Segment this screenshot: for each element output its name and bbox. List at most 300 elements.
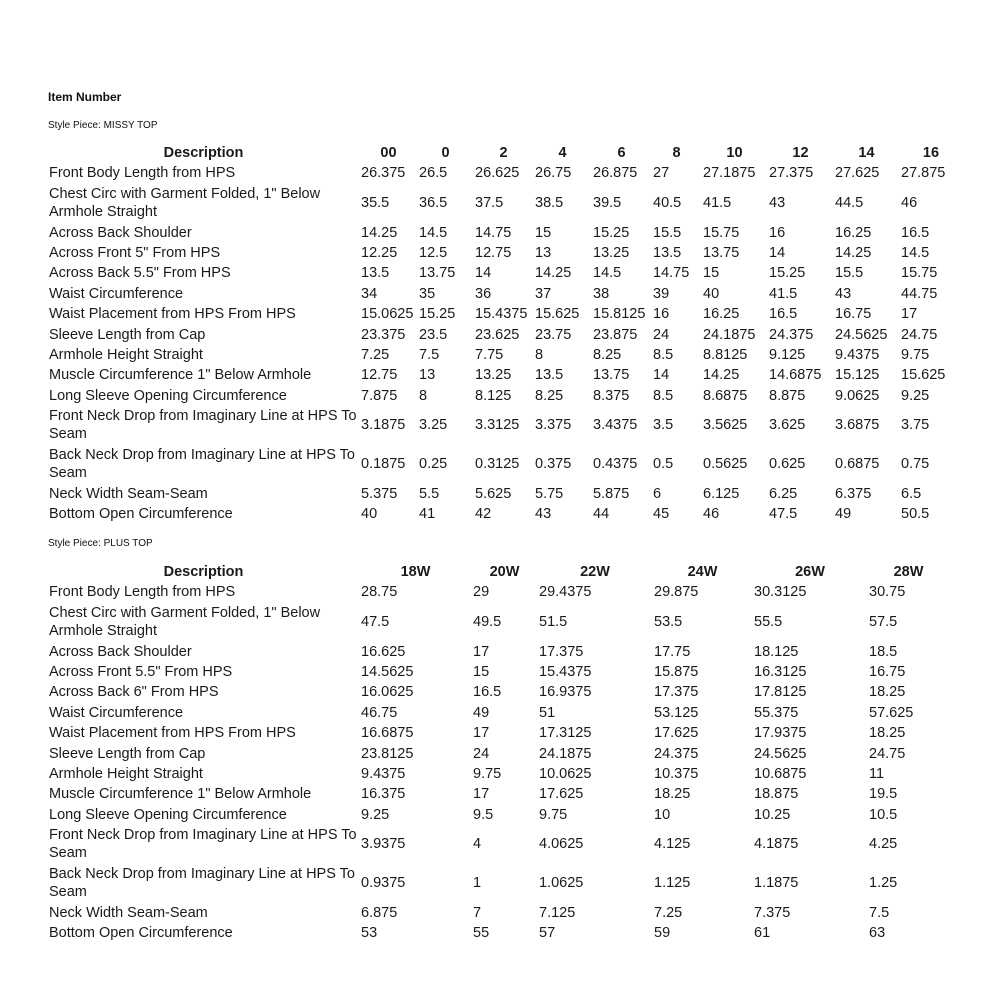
measurement-value: 30.3125: [754, 584, 807, 601]
measurement-value: 6.125: [703, 486, 740, 503]
size-header: 24W: [687, 564, 718, 580]
measurement-label: Sleeve Length from Cap: [49, 745, 206, 762]
measurement-value: 15.25: [419, 306, 456, 323]
description-header: Description: [163, 564, 244, 580]
measurement-value: 10.375: [654, 765, 699, 782]
measurement-value: 27.1875: [703, 165, 756, 182]
measurement-label: Across Back Shoulder: [49, 224, 192, 241]
measurement-value: 17.8125: [754, 684, 807, 701]
measurement-label: Armhole Height Straight: [49, 765, 203, 782]
measurement-value: 57: [539, 925, 556, 942]
size-header: 8: [672, 145, 681, 161]
measurement-value: 63: [869, 925, 886, 942]
measurement-value: 0.5625: [703, 456, 748, 473]
measurement-value: 17.9375: [754, 725, 807, 742]
measurement-value: 47.5: [769, 506, 798, 523]
measurement-value: 26.75: [535, 165, 572, 182]
size-header: 10: [726, 145, 743, 161]
measurement-value: 15.4375: [475, 306, 528, 323]
measurement-value: 12.75: [361, 367, 398, 384]
measurement-value: 7.875: [361, 387, 398, 404]
measurement-value: 40: [361, 506, 378, 523]
measurement-value: 24.1875: [539, 745, 592, 762]
measurement-value: 46.75: [361, 704, 398, 721]
table-row: [46, 304, 961, 324]
measurement-value: 7.375: [754, 905, 791, 922]
table-row: [46, 682, 948, 702]
measurement-value: 9.75: [901, 346, 930, 363]
measurement-value: 16.5: [901, 224, 930, 241]
measurement-value: 41.5: [703, 194, 732, 211]
measurement-value: 13.75: [419, 265, 456, 282]
measurement-value: 24.5625: [754, 745, 807, 762]
measurement-value: 35: [419, 285, 436, 302]
measurement-value: 3.6875: [835, 417, 880, 434]
measurement-label: Across Front 5.5" From HPS: [49, 663, 233, 680]
measurement-value: 9.25: [361, 806, 390, 823]
measurement-value: 24.75: [901, 326, 938, 343]
size-header: 6: [617, 145, 626, 161]
size-header: 16: [922, 145, 940, 161]
table-row: [46, 365, 961, 385]
measurement-value: 23.625: [475, 326, 520, 343]
measurement-value: 23.375: [361, 326, 406, 343]
measurement-label: Across Back Shoulder: [49, 643, 192, 660]
measurement-value: 15.5: [653, 224, 682, 241]
measurement-value: 8.6875: [703, 387, 748, 404]
measurement-value: 3.75: [901, 417, 930, 434]
measurement-value: 0.1875: [361, 456, 406, 473]
measurement-value: 17: [473, 725, 490, 742]
measurement-value: 44.5: [835, 194, 864, 211]
measurement-value: 16.25: [835, 224, 872, 241]
measurement-value: 24: [473, 745, 490, 762]
measurement-value: 7.25: [654, 905, 683, 922]
measurement-value: 36: [475, 285, 492, 302]
measurement-value: 15.4375: [539, 663, 592, 680]
measurement-value: 41.5: [769, 285, 798, 302]
measurement-value: 26.875: [593, 165, 638, 182]
measurement-value: 12.25: [361, 244, 398, 261]
measurement-value: 29: [473, 584, 490, 601]
measurement-value: 8.8125: [703, 346, 748, 363]
measurement-value: 14.25: [535, 265, 572, 282]
measurement-value: 16.25: [703, 306, 740, 323]
measurement-label: Waist Circumference: [49, 704, 184, 721]
measurement-value: 27.375: [769, 165, 814, 182]
measurement-value: 8.875: [769, 387, 806, 404]
measurement-value: 8.25: [535, 387, 564, 404]
measurement-value: 47.5: [361, 613, 390, 630]
measurement-value: 9.25: [901, 387, 930, 404]
measurement-value: 24.375: [654, 745, 699, 762]
measurement-label: Long Sleeve Opening Circumference: [49, 806, 287, 823]
measurement-value: 15.8125: [593, 306, 646, 323]
measurement-value: 24: [653, 326, 670, 343]
measurement-value: 5.875: [593, 486, 630, 503]
measurement-label: Waist Placement from HPS From HPS: [49, 725, 296, 742]
measurement-value: 15.5: [835, 265, 864, 282]
measurement-value: 1.0625: [539, 875, 584, 892]
measurement-value: 0.625: [769, 456, 806, 473]
size-header: 0: [441, 145, 450, 161]
measurement-value: 13.25: [475, 367, 512, 384]
measurement-value: 14.5: [901, 244, 930, 261]
measurement-value: 39.5: [593, 194, 622, 211]
measurement-value: 39: [653, 285, 670, 302]
table-row: [46, 484, 961, 504]
measurement-value: 8.5: [653, 346, 674, 363]
measurement-value: 3.1875: [361, 417, 406, 434]
size-header: 18W: [400, 564, 431, 580]
measurement-value: 24.1875: [703, 326, 756, 343]
table-row: [46, 324, 961, 344]
measurement-value: 49: [473, 704, 490, 721]
measurement-value: 9.5: [473, 806, 494, 823]
measurement-value: 38: [593, 285, 610, 302]
measurement-value: 15.75: [703, 224, 740, 241]
measurement-value: 13.5: [653, 244, 682, 261]
measurement-value: 55.5: [754, 613, 783, 630]
table-row: [46, 764, 948, 784]
measurement-value: 7.5: [419, 346, 440, 363]
table-row: [46, 183, 961, 222]
measurement-value: 11: [869, 765, 885, 782]
table-row: [46, 703, 948, 723]
size-header: 00: [380, 145, 397, 161]
measurement-value: 17.375: [539, 643, 584, 660]
measurement-value: 7.75: [475, 346, 504, 363]
plus-style-label: Style Piece: PLUS TOP: [48, 538, 153, 549]
measurement-value: 0.3125: [475, 456, 520, 473]
measurement-value: 24.5625: [835, 326, 888, 343]
measurement-value: 0.4375: [593, 456, 638, 473]
measurement-value: 9.4375: [835, 346, 880, 363]
measurement-label: Back Neck Drop from Imaginary Line at HPS To Seam: [49, 447, 355, 482]
measurement-value: 16.5: [473, 684, 502, 701]
measurement-value: 14.75: [653, 265, 690, 282]
measurement-value: 15.625: [901, 367, 946, 384]
size-header: 20W: [489, 564, 520, 580]
measurement-value: 14.25: [703, 367, 740, 384]
measurement-value: 0.25: [419, 456, 448, 473]
measurement-value: 7: [473, 905, 482, 922]
measurement-label: Neck Width Seam-Seam: [49, 486, 208, 503]
table-row: [46, 582, 948, 602]
table-row: [46, 825, 948, 864]
measurement-value: 4.0625: [539, 836, 584, 853]
measurement-value: 24.375: [769, 326, 814, 343]
measurement-value: 38.5: [535, 194, 564, 211]
table-row: [46, 662, 948, 682]
measurement-value: 3.625: [769, 417, 806, 434]
measurement-value: 10.0625: [539, 765, 592, 782]
measurement-value: 5.5: [419, 486, 440, 503]
measurement-value: 41: [419, 506, 436, 523]
measurement-value: 3.25: [419, 417, 448, 434]
measurement-value: 12.75: [475, 244, 512, 261]
measurement-value: 14.25: [361, 224, 398, 241]
measurement-value: 4.1875: [754, 836, 799, 853]
measurement-label: Front Body Length from HPS: [49, 165, 236, 182]
table-row: [46, 923, 948, 943]
measurement-label: Front Neck Drop from Imaginary Line at HPS To Seam: [49, 827, 357, 862]
measurement-value: 17.375: [654, 684, 699, 701]
measurement-value: 18.125: [754, 643, 799, 660]
measurement-value: 15.25: [593, 224, 630, 241]
measurement-value: 43: [769, 194, 786, 211]
measurement-value: 13.5: [535, 367, 564, 384]
measurement-label: Muscle Circumference 1" Below Armhole: [49, 786, 312, 803]
measurement-value: 12.5: [419, 244, 448, 261]
measurement-value: 9.0625: [835, 387, 880, 404]
measurement-value: 13.25: [593, 244, 630, 261]
description-header: Description: [163, 145, 244, 161]
table-row: [46, 504, 961, 524]
measurement-label: Bottom Open Circumference: [49, 925, 233, 942]
measurement-value: 18.25: [869, 684, 906, 701]
measurement-value: 15.125: [835, 367, 880, 384]
measurement-value: 14.6875: [769, 367, 822, 384]
measurement-value: 43: [535, 506, 552, 523]
measurement-value: 10.5: [869, 806, 898, 823]
measurement-value: 8: [535, 346, 544, 363]
measurement-value: 1.1875: [754, 875, 799, 892]
measurement-value: 18.25: [654, 786, 691, 803]
table-row: [46, 386, 961, 406]
measurement-value: 28.75: [361, 584, 398, 601]
measurement-value: 36.5: [419, 194, 448, 211]
measurement-label: Waist Placement from HPS From HPS: [49, 306, 296, 323]
table-row: [46, 723, 948, 743]
measurement-value: 16.5: [769, 306, 798, 323]
measurement-value: 27.875: [901, 165, 946, 182]
measurement-value: 37.5: [475, 194, 504, 211]
measurement-value: 14.75: [475, 224, 512, 241]
measurement-value: 13: [419, 367, 436, 384]
measurement-value: 8: [419, 387, 428, 404]
table-row: [46, 243, 961, 263]
size-header: 26W: [795, 564, 825, 580]
table-row: [46, 864, 948, 903]
measurement-value: 35.5: [361, 194, 390, 211]
measurement-value: 18.875: [754, 786, 799, 803]
measurement-value: 17.75: [654, 643, 691, 660]
table-row: [46, 345, 961, 365]
measurement-value: 61: [754, 925, 771, 942]
measurement-value: 0.75: [901, 456, 930, 473]
table-row: [46, 445, 961, 484]
measurement-value: 14.5625: [361, 663, 414, 680]
measurement-value: 3.375: [535, 417, 572, 434]
measurement-label: Front Neck Drop from Imaginary Line at HPS To Seam: [49, 408, 357, 443]
measurement-value: 14: [653, 367, 670, 384]
measurement-value: 14.5: [419, 224, 448, 241]
table-row: [46, 903, 948, 923]
measurement-value: 6.5: [901, 486, 922, 503]
missy-style-label: Style Piece: MISSY TOP: [48, 120, 158, 131]
measurement-value: 42: [475, 506, 492, 523]
measurement-value: 3.5: [653, 417, 674, 434]
measurement-value: 16.375: [361, 786, 406, 803]
measurement-value: 6.375: [835, 486, 872, 503]
measurement-value: 16.3125: [754, 663, 807, 680]
measurement-value: 3.9375: [361, 836, 406, 853]
table-row: [46, 263, 961, 283]
measurement-label: Bottom Open Circumference: [49, 506, 233, 523]
table-row: [46, 222, 961, 242]
size-header: 12: [792, 145, 809, 161]
measurement-value: 14.25: [835, 244, 872, 261]
measurement-value: 13.75: [593, 367, 630, 384]
measurement-value: 55.375: [754, 704, 799, 721]
measurement-value: 15.25: [769, 265, 806, 282]
measurement-value: 8.25: [593, 346, 622, 363]
measurement-value: 3.5625: [703, 417, 748, 434]
item-number-heading: Item Number: [48, 90, 122, 104]
measurement-value: 13: [535, 244, 552, 261]
measurement-value: 6.25: [769, 486, 798, 503]
measurement-value: 51.5: [539, 613, 568, 630]
measurement-value: 46: [901, 194, 918, 211]
measurement-value: 3.4375: [593, 417, 638, 434]
measurement-value: 7.25: [361, 346, 390, 363]
measurement-value: 4.125: [654, 836, 691, 853]
measurement-value: 55: [473, 925, 490, 942]
measurement-value: 24.75: [869, 745, 906, 762]
measurement-value: 40: [703, 285, 720, 302]
measurement-label: Across Front 5" From HPS: [49, 244, 221, 261]
measurement-value: 4.25: [869, 836, 898, 853]
measurement-value: 1.125: [654, 875, 691, 892]
measurement-label: Front Body Length from HPS: [49, 584, 236, 601]
measurement-value: 15: [473, 663, 490, 680]
measurement-value: 15.875: [654, 663, 699, 680]
measurement-value: 3.3125: [475, 417, 520, 434]
measurement-value: 16.75: [869, 663, 906, 680]
measurement-value: 1: [473, 875, 482, 892]
measurement-value: 53: [361, 925, 378, 942]
measurement-label: Armhole Height Straight: [49, 346, 203, 363]
measurement-value: 46: [703, 506, 720, 523]
measurement-value: 5.375: [361, 486, 398, 503]
measurement-value: 26.5: [419, 165, 448, 182]
measurement-value: 17: [473, 643, 490, 660]
measurement-value: 44.75: [901, 285, 938, 302]
measurement-label: Across Back 6" From HPS: [49, 684, 219, 701]
measurement-value: 8.375: [593, 387, 630, 404]
measurement-value: 16.0625: [361, 684, 414, 701]
measurement-value: 17.625: [539, 786, 584, 803]
measurement-value: 26.375: [361, 165, 406, 182]
measurement-label: Across Back 5.5" From HPS: [49, 265, 231, 282]
measurement-value: 17: [473, 786, 490, 803]
measurement-label: Back Neck Drop from Imaginary Line at HPS To Seam: [49, 866, 355, 901]
size-header: 28W: [893, 564, 924, 580]
measurement-value: 17.3125: [539, 725, 592, 742]
table-row: [46, 406, 961, 445]
measurement-value: 16.75: [835, 306, 872, 323]
measurement-value: 15.75: [901, 265, 938, 282]
measurement-value: 15: [703, 265, 720, 282]
measurement-value: 30.75: [869, 584, 906, 601]
measurement-value: 5.75: [535, 486, 564, 503]
measurement-label: Neck Width Seam-Seam: [49, 905, 208, 922]
measurement-value: 57.5: [869, 613, 898, 630]
table-row: [46, 284, 961, 304]
table-row: [46, 743, 948, 763]
measurement-value: 9.75: [539, 806, 568, 823]
measurement-value: 6: [653, 486, 662, 503]
measurement-value: 49: [835, 506, 852, 523]
measurement-label: Chest Circ with Garment Folded, 1" Below Armhole Straight: [49, 185, 321, 220]
measurement-value: 14: [475, 265, 492, 282]
measurement-value: 17.625: [654, 725, 699, 742]
measurement-value: 5.625: [475, 486, 512, 503]
measurement-value: 7.125: [539, 905, 576, 922]
measurement-value: 23.875: [593, 326, 638, 343]
measurement-value: 16.625: [361, 643, 406, 660]
measurement-value: 4: [473, 836, 482, 853]
measurement-value: 8.5: [653, 387, 674, 404]
measurement-value: 0.6875: [835, 456, 880, 473]
measurement-value: 19.5: [869, 786, 898, 803]
measurement-value: 13.5: [361, 265, 390, 282]
measurement-value: 10: [654, 806, 671, 823]
measurement-value: 40.5: [653, 194, 682, 211]
measurement-value: 16.6875: [361, 725, 414, 742]
measurement-value: 57.625: [869, 704, 914, 721]
measurement-value: 49.5: [473, 613, 502, 630]
plus-size-table: [46, 562, 948, 944]
missy-size-table: [46, 143, 961, 525]
measurement-value: 10.25: [754, 806, 791, 823]
measurement-value: 29.4375: [539, 584, 592, 601]
measurement-value: 27.625: [835, 165, 880, 182]
measurement-value: 53.5: [654, 613, 683, 630]
measurement-value: 16: [769, 224, 786, 241]
measurement-value: 0.9375: [361, 875, 406, 892]
measurement-value: 27: [653, 165, 670, 182]
size-header: 22W: [580, 564, 610, 580]
measurement-value: 23.5: [419, 326, 448, 343]
measurement-value: 59: [654, 925, 671, 942]
measurement-value: 9.125: [769, 346, 806, 363]
measurement-value: 0.5: [653, 456, 674, 473]
measurement-value: 8.125: [475, 387, 512, 404]
measurement-value: 6.875: [361, 905, 398, 922]
measurement-label: Waist Circumference: [49, 285, 184, 302]
measurement-value: 15.0625: [361, 306, 414, 323]
measurement-label: Muscle Circumference 1" Below Armhole: [49, 367, 312, 384]
measurement-value: 34: [361, 285, 378, 302]
measurement-value: 23.75: [535, 326, 572, 343]
measurement-value: 7.5: [869, 905, 890, 922]
measurement-value: 23.8125: [361, 745, 414, 762]
measurement-value: 51: [539, 704, 556, 721]
table-row: [46, 602, 948, 641]
measurement-value: 26.625: [475, 165, 520, 182]
measurement-value: 16: [653, 306, 670, 323]
measurement-value: 15.625: [535, 306, 580, 323]
measurement-value: 45: [653, 506, 670, 523]
table-row: [46, 784, 948, 804]
table-row: [46, 805, 948, 825]
measurement-label: Long Sleeve Opening Circumference: [49, 387, 287, 404]
measurement-value: 0.375: [535, 456, 572, 473]
measurement-value: 43: [835, 285, 852, 302]
size-header: 2: [499, 145, 508, 161]
